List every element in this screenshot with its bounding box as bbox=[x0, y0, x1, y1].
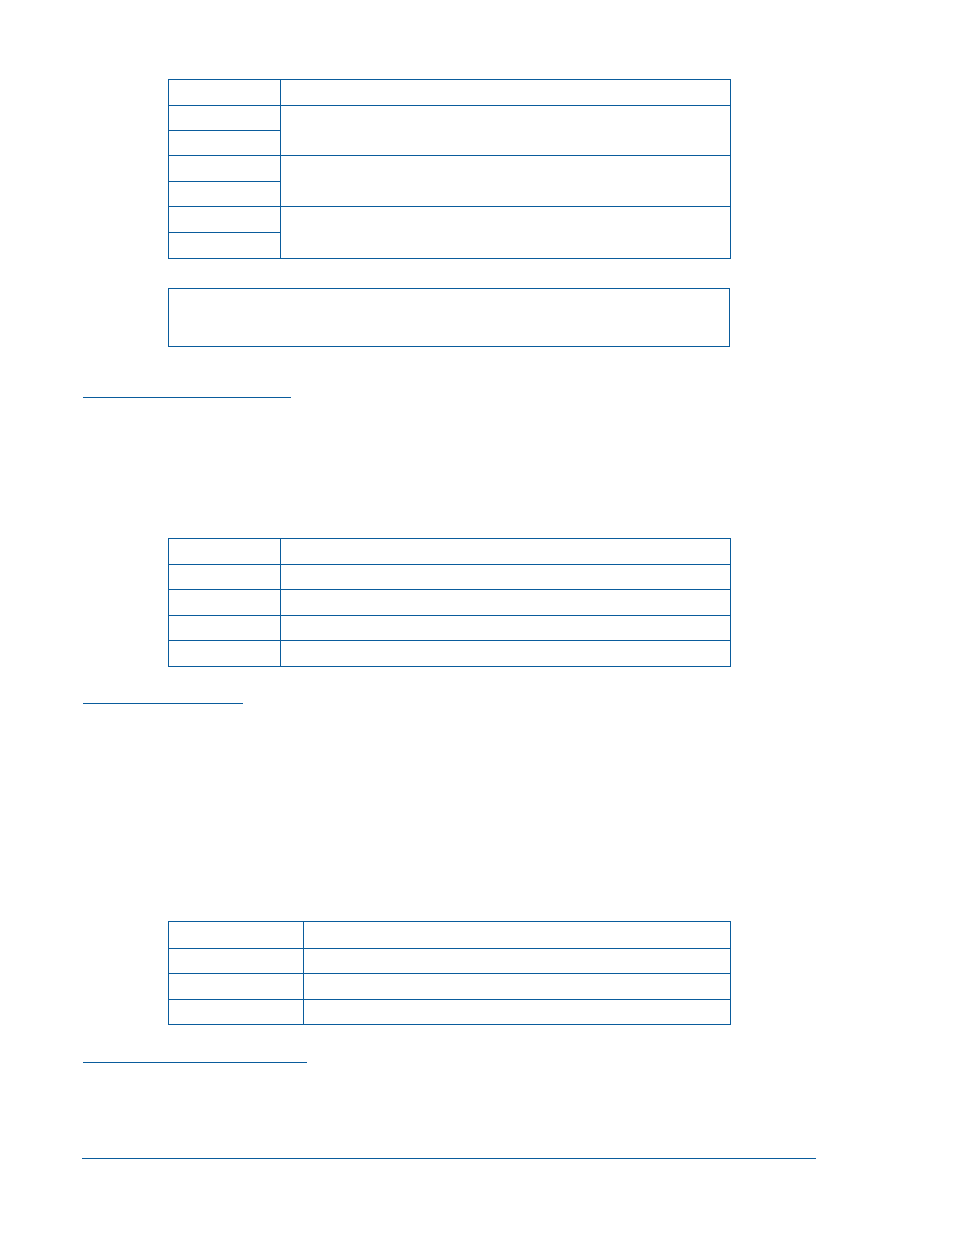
table-row bbox=[169, 590, 731, 616]
table-cell bbox=[169, 131, 281, 156]
table-row bbox=[169, 974, 731, 1000]
table-cell bbox=[169, 565, 281, 590]
table-row bbox=[169, 156, 731, 182]
table-cell bbox=[281, 80, 731, 106]
table-row bbox=[169, 565, 731, 590]
table-cell bbox=[169, 590, 281, 616]
table-3 bbox=[168, 921, 731, 1025]
table-cell bbox=[169, 233, 281, 259]
table-cell bbox=[304, 1000, 731, 1025]
heading-rule bbox=[83, 703, 243, 704]
table-row bbox=[169, 80, 731, 106]
table-cell bbox=[169, 80, 281, 106]
table-1 bbox=[168, 79, 731, 259]
table-row bbox=[169, 922, 731, 949]
table-cell bbox=[169, 539, 281, 565]
table-cell bbox=[281, 106, 731, 156]
table-row bbox=[169, 106, 731, 131]
table-cell bbox=[304, 974, 731, 1000]
table-cell bbox=[281, 207, 731, 259]
table-cell bbox=[169, 207, 281, 233]
table-row bbox=[169, 641, 731, 667]
table-row bbox=[169, 539, 731, 565]
note-box bbox=[168, 288, 730, 347]
heading-rule bbox=[83, 397, 291, 398]
table-cell bbox=[169, 974, 304, 1000]
table-cell bbox=[169, 106, 281, 131]
table-cell bbox=[281, 539, 731, 565]
table-cell bbox=[169, 1000, 304, 1025]
table-cell bbox=[281, 641, 731, 667]
table-row bbox=[169, 1000, 731, 1025]
table-cell bbox=[169, 922, 304, 949]
table-cell bbox=[304, 949, 731, 974]
table-cell bbox=[281, 565, 731, 590]
table-cell bbox=[169, 949, 304, 974]
table-row bbox=[169, 616, 731, 641]
table-2 bbox=[168, 538, 731, 667]
heading-rule bbox=[83, 1062, 307, 1063]
table-cell bbox=[169, 641, 281, 667]
table-row bbox=[169, 207, 731, 233]
footer-rule bbox=[82, 1158, 816, 1159]
table-cell bbox=[281, 590, 731, 616]
table-cell bbox=[304, 922, 731, 949]
table-cell bbox=[281, 156, 731, 207]
table-cell bbox=[169, 182, 281, 207]
table-row bbox=[169, 949, 731, 974]
table-cell bbox=[281, 616, 731, 641]
table-cell bbox=[169, 616, 281, 641]
table-cell bbox=[169, 156, 281, 182]
